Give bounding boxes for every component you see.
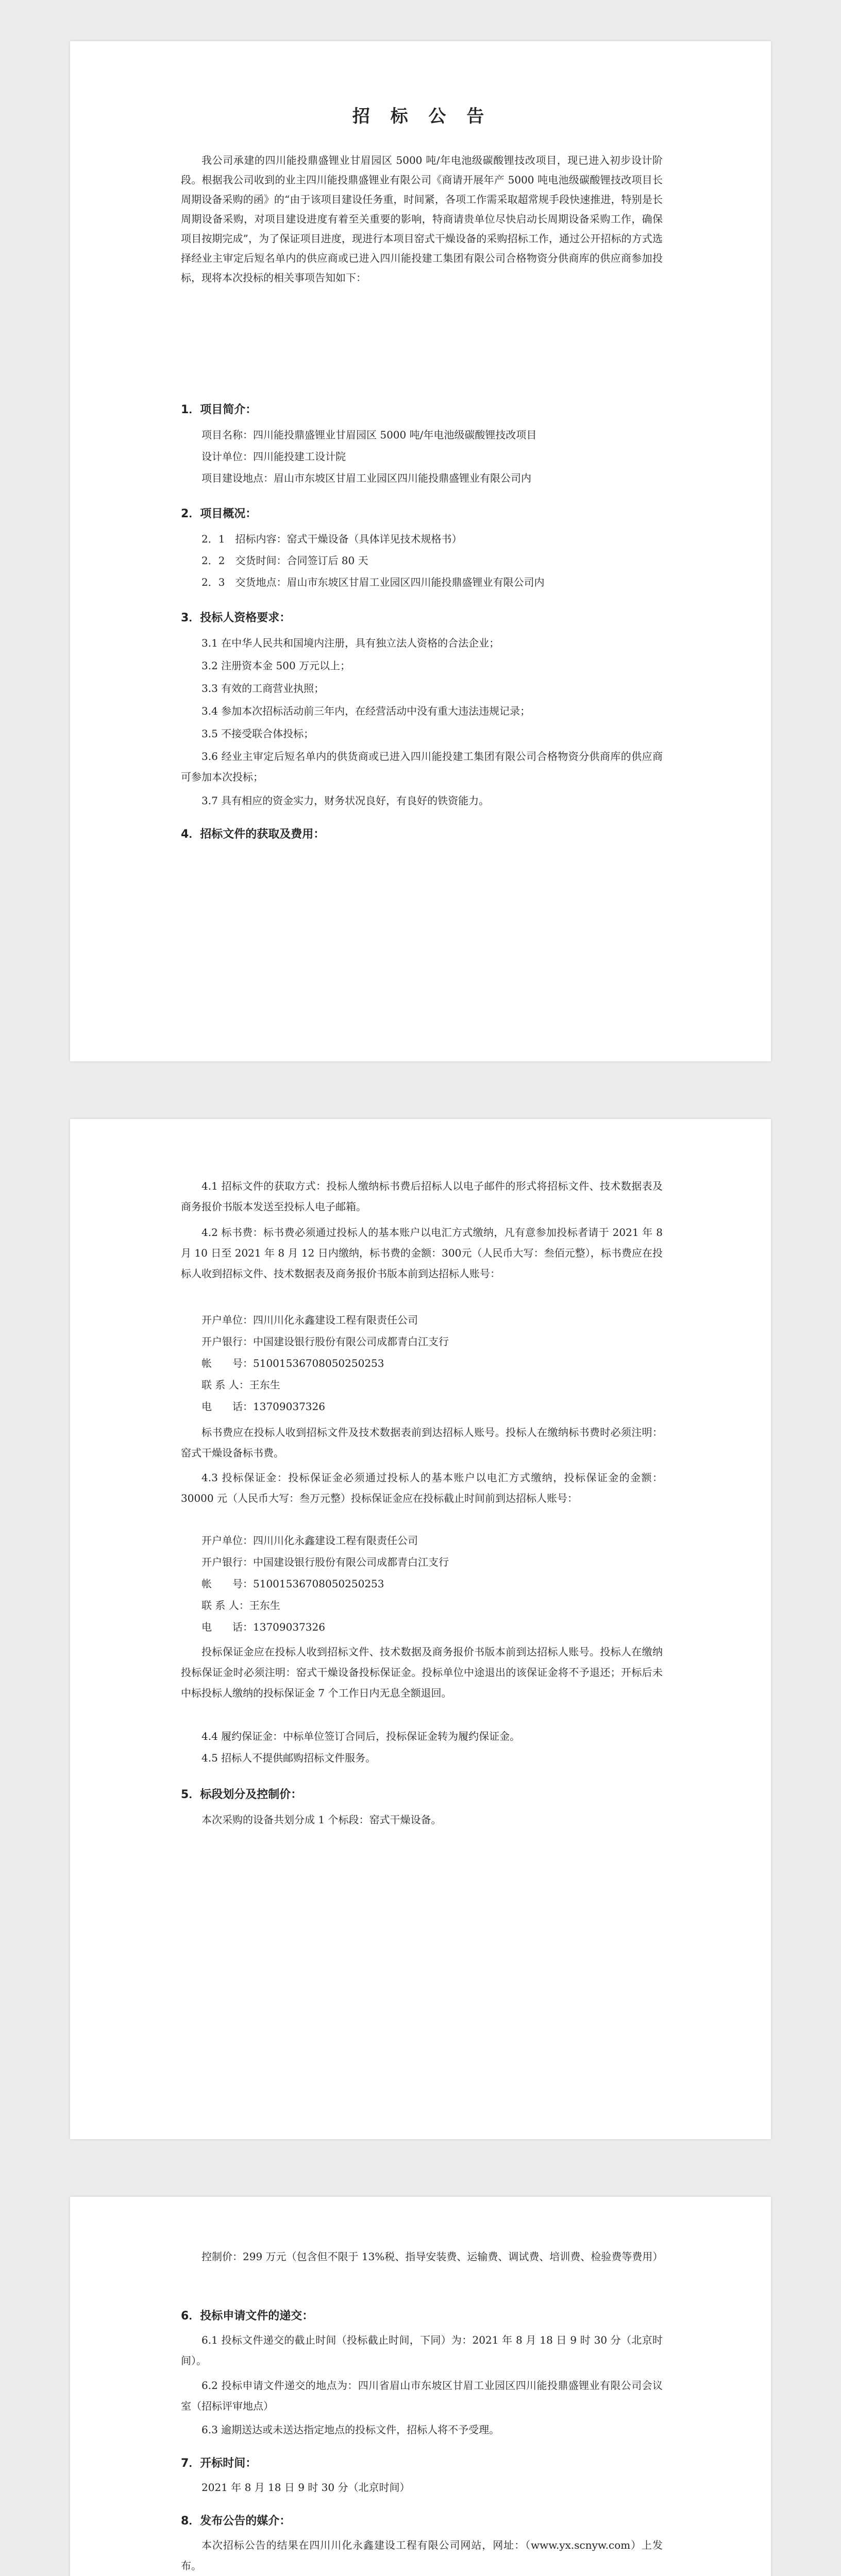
clause-4-2: 4.2 标书费：标书费必须通过投标人的基本账户以电汇方式缴纳，凡有意参加投标者请于 2021 年 8 月 10 日至 2021 年 8 月 12 日内缴纳，标书费的金额：300元（人民币大写：叁佰元整），标书费应在投标人收到招标文件、技术数据表及商务报价书版本前到达招标人账号： xyxy=(181,1226,663,1280)
design-unit: 设计单位：四川能投建工设计院 xyxy=(201,450,346,463)
lot-division: 本次采购的设备共划分成 1 个标段：窑式干燥设备。 xyxy=(201,1814,442,1826)
account2-bank: 开户银行：中国建设银行股份有限公司成都青白江支行 xyxy=(201,1556,449,1568)
account2-phone: 电 话：13709037326 xyxy=(201,1621,325,1633)
document-title: 招 标 公 告 xyxy=(352,106,492,127)
project-name: 项目名称：四川能投鼎盛锂业甘眉园区 5000 吨/年电池级碳酸锂技改项目 xyxy=(201,429,537,441)
section-heading-6: 6．投标申请文件的递交： xyxy=(181,2310,314,2323)
clause-6-2: 6.2 投标申请文件递交的地点为：四川省眉山市东坡区甘眉工业园区四川能投鼎盛锂业有限公司会议室（招标评审地点） xyxy=(181,2379,663,2412)
account1-unit: 开户单位：四川川化永鑫建设工程有限责任公司 xyxy=(201,1314,418,1326)
requirement-3-3: 3.3 有效的工商营业执照； xyxy=(201,682,325,694)
account1-contact: 联 系 人：王东生 xyxy=(201,1379,280,1391)
project-location: 项目建设地点：眉山市东坡区甘眉工业园区四川能投鼎盛锂业有限公司内 xyxy=(201,472,531,484)
account2-unit: 开户单位：四川川化永鑫建设工程有限责任公司 xyxy=(201,1534,418,1547)
clause-4-1: 4.1 招标文件的获取方式：投标人缴纳标书费后招标人以电子邮件的形式将招标文件、技术数据表及商务报价书版本发送至投标人电子邮箱。 xyxy=(181,1180,663,1213)
publication-media: 本次招标公告的结果在四川川化永鑫建设工程有限公司网站，网址：（www.yx.scnyw.com）上发布。 xyxy=(181,2539,663,2572)
account1-number: 帐 号：51001536708050250253 xyxy=(201,1357,384,1369)
account2-number: 帐 号：51001536708050250253 xyxy=(201,1578,384,1590)
opening-time: 2021 年 8 月 18 日 9 时 30 分（北京时间） xyxy=(201,2481,410,2494)
clause-4-3-note: 投标保证金应在投标人收到招标文件、技术数据及商务报价书版本前到达招标人账号。投标人在缴纳投标保证金时必须注明：窑式干燥设备投标保证金。投标单位中途退出的该保证金将不予退还；开标后未中标投标人缴纳的投标保证金 7 个工作日内无息全额退回。 xyxy=(181,1646,663,1699)
clause-4-4: 4.4 履约保证金：中标单位签订合同后，投标保证金转为履约保证金。 xyxy=(201,1730,520,1742)
section-heading-8: 8．发布公告的媒介： xyxy=(181,2515,291,2528)
clause-6-3: 6.3 逾期送达或未送达指定地点的投标文件，招标人将不予受理。 xyxy=(201,2424,500,2436)
section-heading-2: 2．项目概况： xyxy=(181,507,257,520)
requirement-3-6: 3.6 经业主审定后短名单内的供货商或已进入四川能投建工集团有限公司合格物资分供商库的供应商可参加本次投标； xyxy=(181,750,663,783)
requirement-3-2: 3.2 注册资本金 500 万元以上； xyxy=(201,659,351,672)
control-price: 控制价：299 万元（包含但不限于 13%税、指导安装费、运输费、调试费、培训费、检验费等费用） xyxy=(201,2250,663,2263)
section-heading-3: 3．投标人资格要求： xyxy=(181,612,291,624)
document-page-3 xyxy=(70,2197,771,2576)
section-heading-1: 1．项目简介： xyxy=(181,403,257,416)
clause-4-2-note: 标书费应在投标人收到招标文件及技术数据表前到达招标人账号。投标人在缴纳标书费时必须注明：窑式干燥设备标书费。 xyxy=(181,1426,663,1459)
section-heading-7: 7．开标时间： xyxy=(181,2457,257,2470)
clause-4-5: 4.5 招标人不提供邮购招标文件服务。 xyxy=(201,1752,376,1764)
document-page-2 xyxy=(70,1119,771,2139)
account1-phone: 电 话：13709037326 xyxy=(201,1400,325,1413)
delivery-time: 2．2 交货时间：合同签订后 80 天 xyxy=(201,554,368,567)
requirement-3-4: 3.4 参加本次招标活动前三年内，在经营活动中没有重大违法违规记录； xyxy=(201,705,531,717)
requirement-3-7: 3.7 具有相应的资金实力，财务状况良好，有良好的铁资能力。 xyxy=(201,794,490,807)
intro-paragraph: 我公司承建的四川能投鼎盛锂业甘眉园区 5000 吨/年电池级碳酸锂技改项目，现已进入初步设计阶段。根据我公司收到的业主四川能投鼎盛锂业有限公司《商请开展年产 5000 吨电池级碳酸锂技改项目长周期设备采购的函》的“由于该项目建设任务重，时间紧，各项工作需采取超常规手段快速推进，特别是长周期设备采购，对项目建设进度有着至关重要的影响，特商请贵单位尽快启动长周期设备采购工作，确保项目按期完成”，为了保证项目进度，现进行本项目窑式干燥设备的采购招标工作，通过公开招标的方式选择经业主审定后短名单内的供应商或已进入四川能投建工集团有限公司合格物资分供商库的供应商参加投标，现将本次投标的相关事项告知如下： xyxy=(181,154,663,284)
clause-4-3: 4.3 投标保证金：投标保证金必须通过投标人的基本账户以电汇方式缴纳，投标保证金的金额：30000 元（人民币大写：叁万元整）投标保证金应在投标截止时间前到达招标人账号： xyxy=(181,1471,663,1504)
section-heading-4: 4．招标文件的获取及费用： xyxy=(181,828,325,841)
document-page-1 xyxy=(70,41,771,1061)
delivery-place: 2．3 交货地点：眉山市东坡区甘眉工业园区四川能投鼎盛锂业有限公司内 xyxy=(201,576,545,588)
clause-6-1: 6.1 投标文件递交的截止时间（投标截止时间，下同）为：2021 年 8 月 18 日 9 时 30 分（北京时间）。 xyxy=(181,2334,663,2367)
requirement-3-1: 3.1 在中华人民共和国境内注册，具有独立法人资格的合法企业； xyxy=(201,637,500,649)
account2-contact: 联 系 人：王东生 xyxy=(201,1599,280,1612)
section-heading-5: 5．标段划分及控制价： xyxy=(181,1788,302,1801)
tender-content: 2．1 招标内容：窑式干燥设备（具体详见技术规格书） xyxy=(201,533,462,545)
account1-bank: 开户银行：中国建设银行股份有限公司成都青白江支行 xyxy=(201,1335,449,1348)
requirement-3-5: 3.5 不接受联合体投标； xyxy=(201,727,314,740)
